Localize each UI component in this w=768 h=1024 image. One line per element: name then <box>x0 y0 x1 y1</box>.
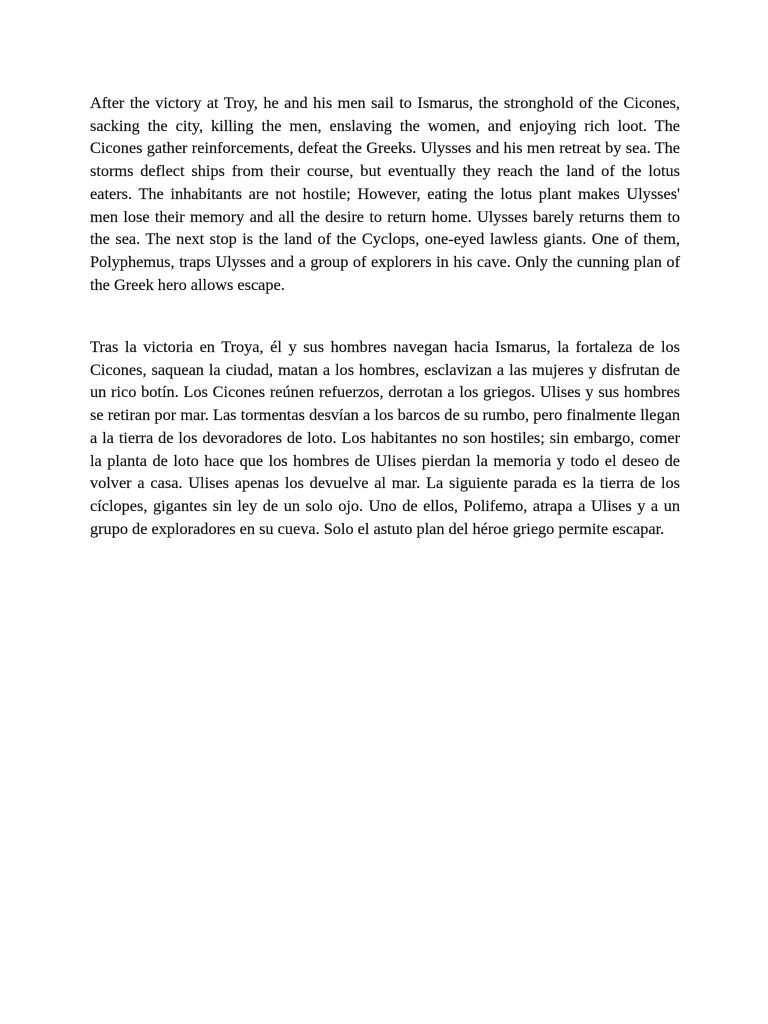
paragraph-english: After the victory at Troy, he and his men sail to Ismarus, the stronghold of the Cicones, sacking the city, killing the men, enslaving the women, and enjoying rich loot. The Cicones gather reinforcements, defeat the Greeks. Ulysses and his men retreat by sea. The storms deflect ships from their course, but eventually they reach the land of the lotus eaters. The inhabitants are not hostile; However, eating the lotus plant makes Ulysses' men lose their memory and all the desire to return home. Ulysses barely returns them to the sea. The next stop is the land of the Cyclops, one-eyed lawless giants. One of them, Polyphemus, traps Ulysses and a group of explorers in his cave. Only the cunning plan of the Greek hero allows escape. <box>90 93 680 294</box>
paragraph-spanish: Tras la victoria en Troya, él y sus hombres navegan hacia Ismarus, la fortaleza de los Cicones, saquean la ciudad, matan a los hombres, esclavizan a las mujeres y disfrutan de un rico botín. Los Cicones reúnen refuerzos, derrotan a los griegos. Ulises y sus hombres se retiran por mar. Las tormentas desvían a los barcos de su rumbo, pero finalmente llegan a la tierra de los devoradores de loto. Los habitantes no son hostiles; sin embargo, comer la planta de loto hace que los hombres de Ulises pierdan la memoria y todo el deseo de volver a casa. Ulises apenas los devuelve al mar. La siguiente parada es la tierra de los cíclopes, gigantes sin ley de un solo ojo. Uno de ellos, Polifemo, atrapa a Ulises y a un grupo de exploradores en su cueva. Solo el astuto plan del héroe griego permite escapar. <box>90 337 680 538</box>
